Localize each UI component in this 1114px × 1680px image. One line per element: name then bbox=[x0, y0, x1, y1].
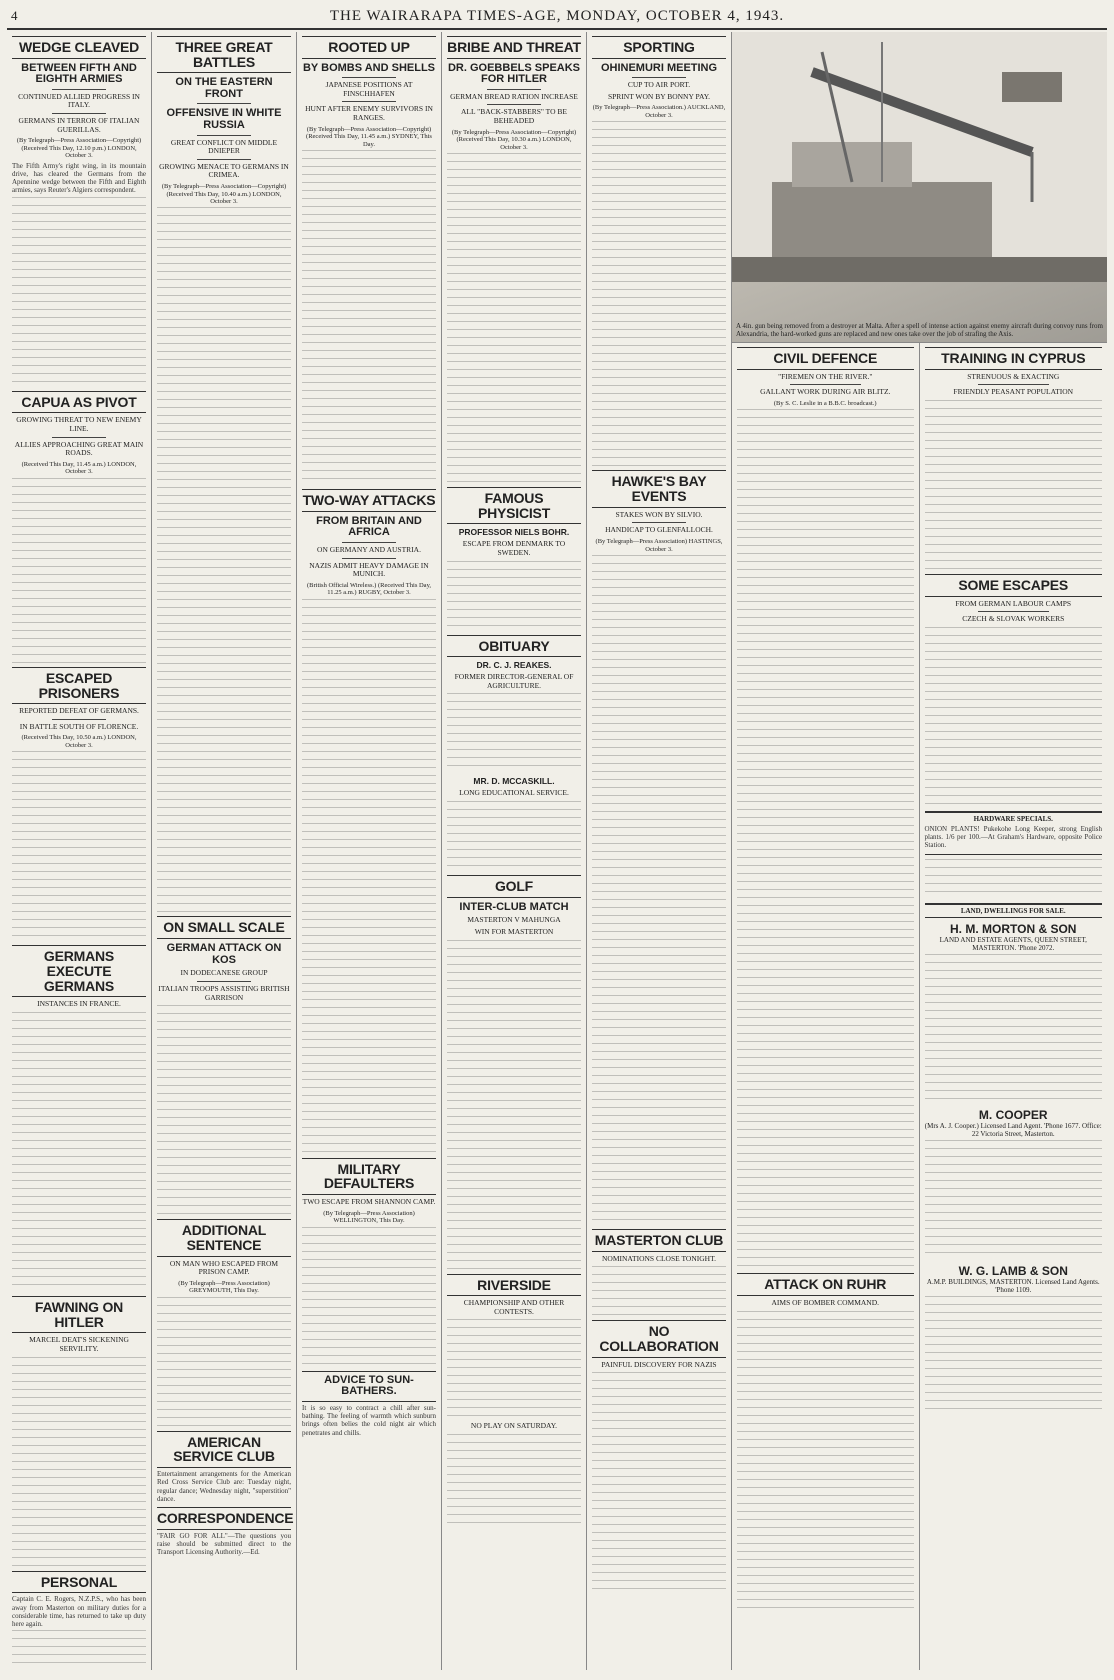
article-text: The Fifth Army's right wing, in its mountain drive, has cleared the Germans from the Apennine wedge between the Fifth and Eighth armies, says Reuter's Algiers correspondent. bbox=[12, 161, 146, 195]
article-text-block bbox=[925, 627, 1103, 807]
deck: REPORTED DEFEAT OF GERMANS. bbox=[19, 706, 139, 716]
article-text-block bbox=[592, 121, 726, 466]
dateline: (By Telegraph—Press Association.) AUCKLAND, October 3. bbox=[592, 104, 726, 119]
headline-small-scale: ON SMALL SCALE bbox=[157, 916, 291, 939]
article-text-block bbox=[592, 1266, 726, 1316]
deck: FORMER DIRECTOR-GENERAL OF AGRICULTURE. bbox=[454, 672, 574, 690]
deck: GROWING MENACE TO GERMANS IN CRIMEA. bbox=[159, 161, 289, 180]
column-1 bbox=[7, 32, 152, 1670]
article-text-block bbox=[302, 1227, 436, 1367]
subhead: BETWEEN FIFTH AND EIGHTH ARMIES bbox=[21, 61, 137, 86]
article-text-block bbox=[925, 859, 1103, 899]
dateline: (By Telegraph—Press Association—Copyright) (Received This Day, 11.45 a.m.) SYDNEY, This Day. bbox=[306, 125, 432, 148]
deck: FRIENDLY PEASANT POPULATION bbox=[953, 387, 1074, 397]
article-text-block bbox=[447, 1434, 581, 1524]
subhead: BY BOMBS AND SHELLS bbox=[302, 61, 435, 74]
headline-american-service-club: AMERICAN SERVICE CLUB bbox=[157, 1431, 291, 1468]
dateline: (By Telegraph—Press Association) WELLINGTON, This Day. bbox=[323, 1209, 415, 1225]
headline-masterton-club: MASTERTON CLUB bbox=[592, 1229, 726, 1252]
ad-text: ONION PLANTS! Pukekohe Long Keeper, strong English plants. 1/6 per 100.—At Graham's Hardware, opposite Police Station. bbox=[924, 824, 1102, 850]
article-text-block bbox=[302, 150, 436, 485]
deck: CUP TO AIR PORT. bbox=[627, 80, 691, 90]
dateline: (British Official Wireless.) (Received This Day, 11.25 a.m.) RUGBY, October 3. bbox=[306, 581, 432, 597]
article-text-block bbox=[447, 801, 581, 871]
deck: MARCEL DEAT'S SICKENING SERVILITY. bbox=[29, 1335, 129, 1354]
column-6-right bbox=[920, 343, 1108, 1670]
deck: AIMS OF BOMBER COMMAND. bbox=[771, 1298, 880, 1308]
article-text-block bbox=[302, 599, 436, 1154]
headline-civil-defence: CIVIL DEFENCE bbox=[737, 347, 914, 370]
article-text-block bbox=[157, 1297, 291, 1427]
article-text-block bbox=[925, 1296, 1103, 1416]
ad-agent-details: (Mrs A. J. Cooper.) Licensed Land Agent. 'Phone 1677. Office: 22 Victoria Street, Masterton. bbox=[924, 1121, 1102, 1138]
deck: NO PLAY ON SATURDAY. bbox=[470, 1421, 558, 1431]
article-text: It is so easy to contract a chill after sun-bathing. The feeling of warmth which sunburn brings often belies the cold night air which penetrates and chills. bbox=[302, 1403, 436, 1437]
deck: WIN FOR MASTERTON bbox=[474, 926, 554, 936]
classified-hardware bbox=[925, 811, 1103, 855]
article-text-block bbox=[925, 400, 1103, 570]
masthead bbox=[7, 4, 1107, 30]
deck: PAINFUL DISCOVERY FOR NAZIS bbox=[601, 1359, 717, 1369]
deck: GALLANT WORK DURING AIR BLITZ. bbox=[760, 387, 891, 397]
ad-agent-name: W. G. LAMB & SON bbox=[958, 1263, 1068, 1278]
subhead: GERMAN ATTACK ON KOS bbox=[166, 942, 282, 966]
deck: HUNT AFTER ENEMY SURVIVORS IN RANGES. bbox=[305, 104, 433, 123]
photo-malta-gun bbox=[732, 32, 1107, 343]
article-text-block bbox=[157, 1005, 291, 1215]
column-6 bbox=[732, 32, 1107, 1670]
subhead: MR. D. MCCASKILL. bbox=[473, 776, 555, 787]
headline-attack-on-ruhr: ATTACK ON RUHR bbox=[737, 1273, 914, 1296]
subhead: PROFESSOR NIELS BOHR. bbox=[458, 527, 570, 538]
dateline: (Received This Day, 11.45 a.m.) LONDON, October 3. bbox=[21, 460, 137, 476]
ad-title: LAND, DWELLINGS FOR SALE. bbox=[960, 906, 1066, 915]
deck: LONG EDUCATIONAL SERVICE. bbox=[459, 788, 569, 798]
dateline: (By Telegraph—Press Association) HASTINGS, October 3. bbox=[595, 538, 723, 553]
deck: GERMANS IN TERROR OF ITALIAN GUERILLAS. bbox=[18, 116, 140, 134]
page-number: 4 bbox=[11, 8, 19, 23]
column-6-left bbox=[732, 343, 920, 1670]
article-text-block bbox=[12, 751, 146, 941]
subhead: OHINEMURI MEETING bbox=[600, 61, 718, 74]
deck: GREAT CONFLICT ON MIDDLE DNIEPER bbox=[170, 137, 278, 156]
deck: NOMINATIONS CLOSE TONIGHT. bbox=[602, 1253, 716, 1263]
headline-capua: CAPUA AS PIVOT bbox=[12, 391, 146, 414]
subhead: ON THE EASTERN FRONT bbox=[175, 76, 273, 100]
ad-title: HARDWARE SPECIALS. bbox=[973, 814, 1053, 823]
deck: ITALIAN TROOPS ASSISTING BRITISH GARRISON bbox=[158, 983, 290, 1002]
deck: ESCAPE FROM DENMARK TO SWEDEN. bbox=[462, 539, 566, 557]
deck: GROWING THREAT TO NEW ENEMY LINE. bbox=[16, 415, 142, 433]
classified-land bbox=[925, 903, 1103, 918]
photo-caption: A 4in. gun being removed from a destroyer at Malta. After a spell of intense action against enemy aircraft during convoy runs from Alexandria, the hard-worked guns are replaced and new ones take over the job of strafing the Axis. bbox=[736, 321, 1104, 338]
headline-escaped-prisoners: ESCAPED PRISONERS bbox=[12, 667, 146, 704]
article-text-block bbox=[447, 561, 581, 631]
ad-agent-name: H. M. MORTON & SON bbox=[950, 921, 1077, 936]
headline-hawkes-bay: HAWKE'S BAY EVENTS bbox=[592, 470, 726, 507]
article-text-block bbox=[12, 478, 146, 663]
deck: GERMAN BREAD RATION INCREASE bbox=[450, 91, 578, 101]
headline-sun-bathers: ADVICE TO SUN-BATHERS. bbox=[302, 1371, 436, 1402]
headline-rooted-up: ROOTED UP bbox=[302, 36, 436, 59]
deck: TWO ESCAPE FROM SHANNON CAMP. bbox=[302, 1197, 436, 1207]
ad-agent-details: A.M.P. BUILDINGS, MASTERTON. Licensed Land Agents. 'Phone 1109. bbox=[926, 1277, 1100, 1294]
article-text-block bbox=[925, 954, 1103, 1104]
article-text-block bbox=[592, 1372, 726, 1592]
dateline: (Received This Day, 10.50 a.m.) LONDON, October 3. bbox=[21, 734, 137, 749]
deck: ALL "BACK-STABBERS" TO BE BEHEADED bbox=[460, 107, 568, 126]
subhead: DR. GOEBBELS SPEAKS FOR HITLER bbox=[447, 61, 581, 86]
headline-famous-physicist: FAMOUS PHYSICIST bbox=[447, 487, 581, 524]
subhead: DR. C. J. REAKES. bbox=[476, 660, 552, 671]
dateline: (By Telegraph—Press Association) GREYMOUTH, This Day. bbox=[178, 1279, 270, 1295]
article-text: "FAIR GO FOR ALL"—The questions you raise should be submitted direct to the Transport Licensing Authority.—Ed. bbox=[157, 1531, 291, 1557]
deck: ALLIES APPROACHING GREAT MAIN ROADS. bbox=[14, 439, 144, 458]
deck: FROM GERMAN LABOUR CAMPS bbox=[955, 598, 1072, 608]
column-5 bbox=[587, 32, 732, 1670]
newspaper-page bbox=[7, 4, 1107, 1670]
article-text-block bbox=[447, 1319, 581, 1419]
deck: STAKES WON BY SILVIO. bbox=[615, 509, 703, 519]
article-text-block bbox=[12, 1012, 146, 1292]
deck: HANDICAP TO GLENFALLOCH. bbox=[605, 525, 713, 535]
column-2 bbox=[152, 32, 297, 1670]
headline-riverside: RIVERSIDE bbox=[447, 1274, 581, 1297]
headline-three-battles: THREE GREAT BATTLES bbox=[157, 36, 291, 73]
article-text: Captain C. E. Rogers, N.Z.P.S., who has been away from Masterton on military duties for a considerable time, has returned to take up duty here again. bbox=[12, 1595, 146, 1629]
column-3 bbox=[297, 32, 442, 1670]
headline-fawning: FAWNING ON HITLER bbox=[12, 1296, 146, 1333]
headline-some-escapes: SOME ESCAPES bbox=[925, 574, 1103, 597]
article-text-block bbox=[12, 197, 146, 387]
column-4 bbox=[442, 32, 587, 1670]
article-text-block bbox=[447, 693, 581, 773]
headline-correspondence: CORRESPONDENCE bbox=[157, 1507, 291, 1530]
dateline: (By Telegraph—Press Association—Copyright) (Received This Day, 12.10 p.m.) LONDON, October 3. bbox=[16, 137, 142, 160]
headline-bribe-and-threat: BRIBE AND THREAT bbox=[447, 36, 581, 59]
deck: IN DODECANESE GROUP bbox=[180, 968, 268, 978]
dateline: (By Telegraph—Press Association—Copyright) (Received This Day, 10.30 a.m.) LONDON, October 3. bbox=[451, 128, 577, 151]
gun-crane-image bbox=[732, 32, 1107, 282]
ad-agent-name: M. COOPER bbox=[978, 1107, 1048, 1122]
headline-training-cyprus: TRAINING IN CYPRUS bbox=[925, 347, 1103, 370]
headline-additional-sentence: ADDITIONAL SENTENCE bbox=[157, 1219, 291, 1256]
deck: CONTINUED ALLIED PROGRESS IN ITALY. bbox=[18, 91, 140, 110]
deck: SPRINT WON BY BONNY PAY. bbox=[607, 91, 711, 101]
deck: MASTERTON V MAHUNGA bbox=[467, 915, 561, 925]
headline-military-defaulters: MILITARY DEFAULTERS bbox=[302, 1158, 436, 1195]
deck: CZECH & SLOVAK WORKERS bbox=[962, 614, 1065, 624]
headline-two-way-attacks: TWO-WAY ATTACKS bbox=[302, 489, 436, 512]
subhead: OFFENSIVE IN WHITE RUSSIA bbox=[166, 107, 282, 132]
ad-agent-details: LAND AND ESTATE AGENTS, QUEEN STREET, MASTERTON. 'Phone 2072. bbox=[939, 935, 1087, 952]
headline-personal: PERSONAL bbox=[12, 1571, 146, 1594]
newspaper-title: THE WAIRARAPA TIMES-AGE, MONDAY, OCTOBER 4, 1943. bbox=[329, 8, 785, 24]
headline-no-collaboration: NO COLLABORATION bbox=[592, 1320, 726, 1357]
article-text-block bbox=[12, 1630, 146, 1670]
headline-wedge-cleaved: WEDGE CLEAVED bbox=[12, 36, 146, 59]
headline-obituary: OBITUARY bbox=[447, 635, 581, 658]
article-text-block bbox=[737, 409, 914, 1269]
deck: CHAMPIONSHIP AND OTHER CONTESTS. bbox=[463, 1298, 565, 1316]
article-text-block bbox=[925, 1140, 1103, 1260]
deck: INSTANCES IN FRANCE. bbox=[37, 999, 121, 1009]
deck: STRENUOUS & EXACTING bbox=[967, 371, 1060, 381]
article-text: Entertainment arrangements for the American Red Cross Service Club are: Tuesday night, regular dance; Wednesday night, "superstition" dance. bbox=[157, 1470, 291, 1503]
article-text-block bbox=[737, 1311, 914, 1611]
article-text-block bbox=[447, 153, 581, 483]
article-text-block bbox=[12, 1357, 146, 1567]
headline-golf: GOLF bbox=[447, 875, 581, 898]
deck: NAZIS ADMIT HEAVY DAMAGE IN MUNICH. bbox=[309, 560, 429, 579]
deck: ON GERMANY AND AUSTRIA. bbox=[317, 544, 421, 554]
dateline: (By Telegraph—Press Association—Copyright) (Received This Day, 10.40 a.m.) LONDON, October 3. bbox=[161, 183, 287, 205]
deck: "FIREMEN ON THE RIVER." bbox=[778, 371, 873, 381]
deck: IN BATTLE SOUTH OF FLORENCE. bbox=[19, 721, 139, 731]
deck: ON MAN WHO ESCAPED FROM PRISON CAMP. bbox=[169, 1258, 279, 1277]
subhead: FROM BRITAIN AND AFRICA bbox=[316, 514, 422, 539]
article-text-block bbox=[157, 207, 291, 912]
headline-sporting: SPORTING bbox=[592, 36, 726, 59]
subhead: INTER-CLUB MATCH bbox=[459, 900, 569, 913]
dateline: (By S. C. Leslie in a B.B.C. broadcast.) bbox=[773, 399, 877, 407]
headline-germans-execute: GERMANS EXECUTE GERMANS bbox=[12, 945, 146, 997]
deck: JAPANESE POSITIONS AT FINSCHHAFEN bbox=[325, 80, 413, 98]
article-text-block bbox=[447, 940, 581, 1270]
article-text-block bbox=[592, 555, 726, 1225]
